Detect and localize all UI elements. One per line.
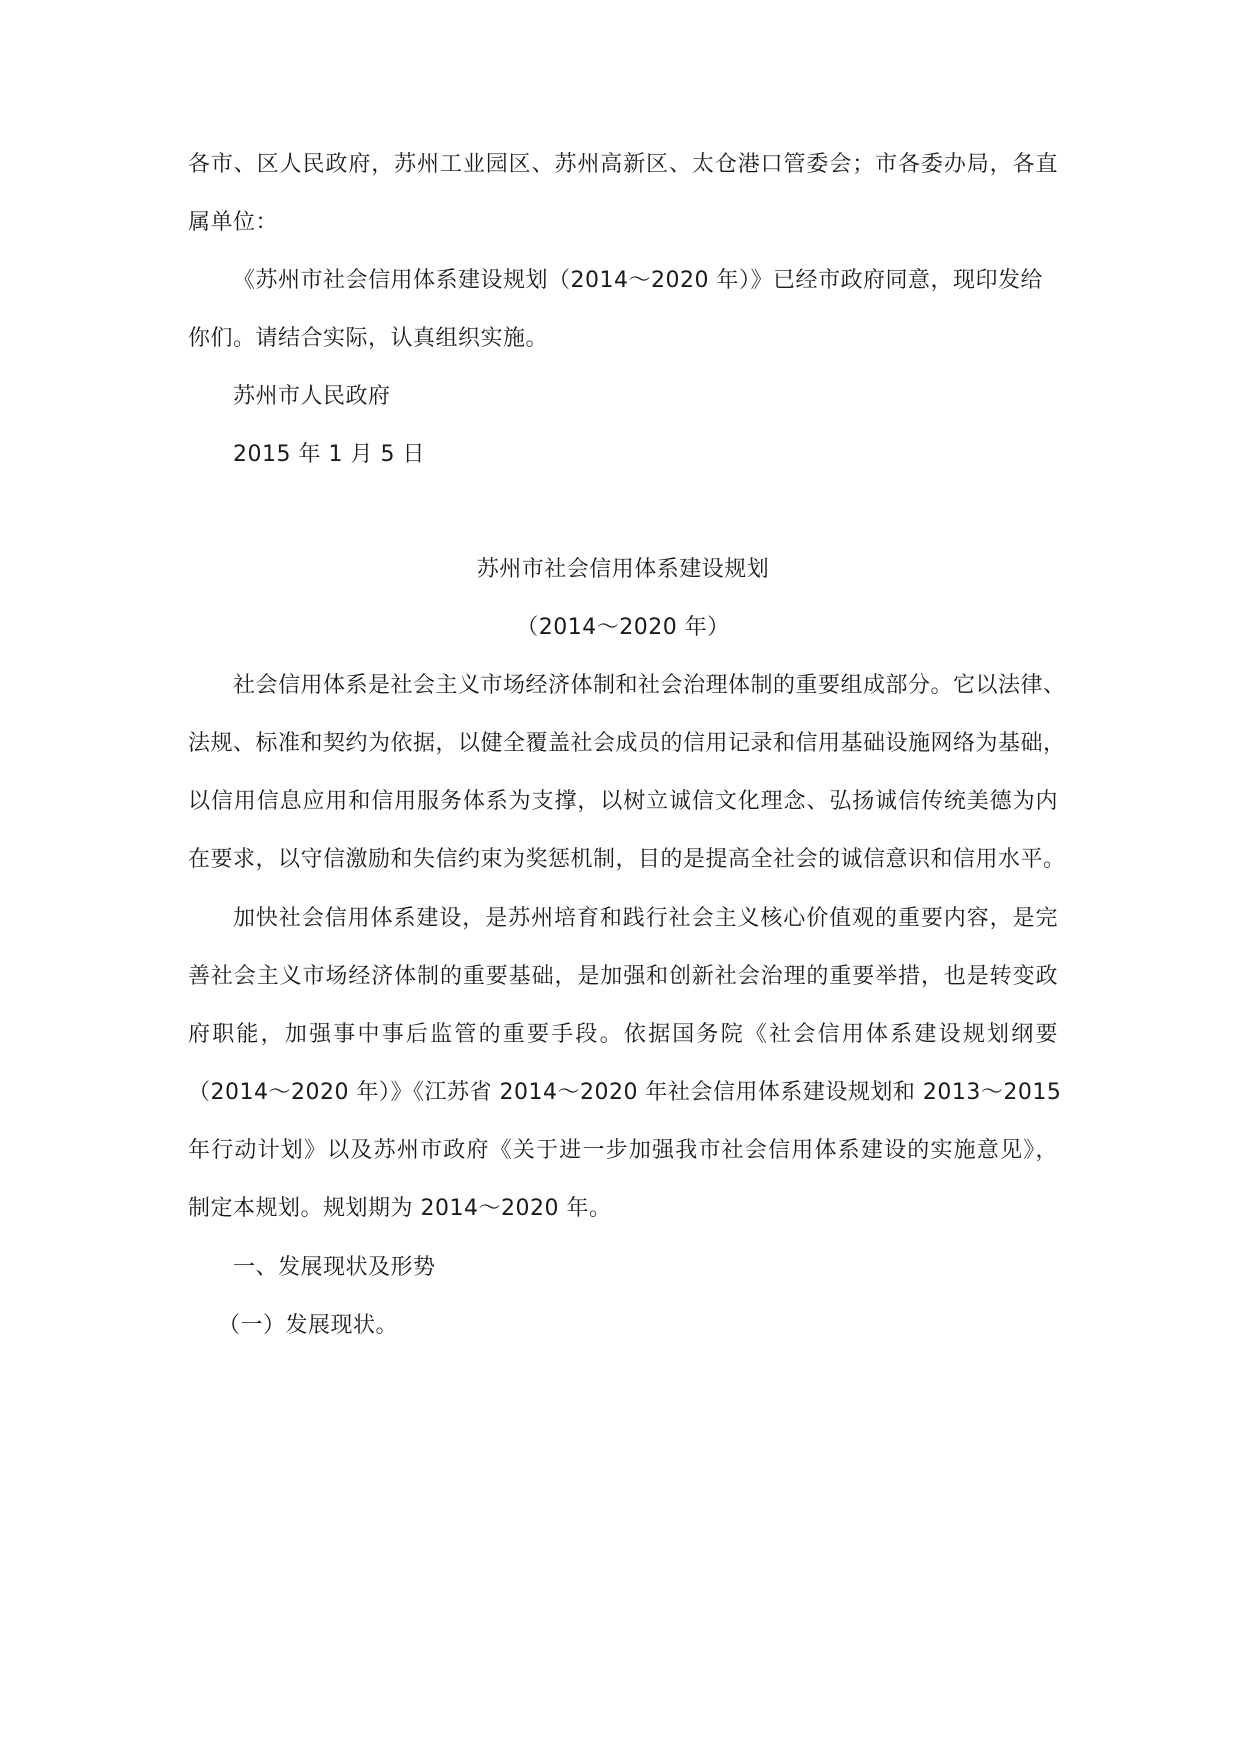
plan-para2-line-1: 加快社会信用体系建设，是苏州培育和践行社会主义核心价值观的重要内容，是完 — [233, 906, 1058, 931]
plan-para2-line-3: 府职能，加强事中事后监管的重要手段。依据国务院《社会信用体系建设规划纲要 — [188, 1022, 1058, 1047]
notice-body-line-1: 《苏州市社会信用体系建设规划（2014～2020 年）》已经市政府同意，现印发给 — [233, 268, 1043, 293]
plan-period: （2014～2020 年） — [516, 615, 730, 640]
plan-para1-line-3: 以信用信息应用和信用服务体系为支撑，以树立诚信文化理念、弘扬诚信传统美德为内 — [188, 789, 1058, 814]
notice-issuer: 苏州市人民政府 — [233, 384, 391, 409]
subsection-heading: （一）发展现状。 — [218, 1313, 399, 1338]
notice-recipients-line-2: 属单位： — [188, 210, 279, 235]
notice-date: 2015 年 1 月 5 日 — [233, 442, 425, 467]
plan-para2-line-6: 制定本规划。规划期为 2014～2020 年。 — [188, 1196, 612, 1221]
plan-para2-line-2: 善社会主义市场经济体制的重要基础，是加强和创新社会治理的重要举措，也是转变政 — [188, 964, 1058, 989]
plan-para2-line-4: （2014～2020 年）》《江苏省 2014～2020 年社会信用体系建设规划和 2013～2015 — [188, 1080, 1062, 1105]
notice-recipients-line-1: 各市、区人民政府，苏州工业园区、苏州高新区、太仓港口管委会；市各委办局，各直 — [188, 152, 1058, 177]
plan-para1-line-1: 社会信用体系是社会主义市场经济体制和社会治理体制的重要组成部分。它以法律、 — [233, 673, 1066, 698]
plan-para1-line-4: 在要求，以守信激励和失信约束为奖惩机制，目的是提高全社会的诚信意识和信用水平。 — [188, 847, 1066, 872]
notice-body-line-2: 你们。请结合实际，认真组织实施。 — [188, 326, 549, 351]
plan-title: 苏州市社会信用体系建设规划 — [476, 557, 770, 582]
plan-para2-line-5: 年行动计划》以及苏州市政府《关于进一步加强我市社会信用体系建设的实施意见》， — [188, 1138, 1058, 1163]
section-heading: 一、发展现状及形势 — [233, 1255, 436, 1280]
plan-para1-line-2: 法规、标准和契约为依据，以健全覆盖社会成员的信用记录和信用基础设施网络为基础， — [188, 731, 1066, 756]
